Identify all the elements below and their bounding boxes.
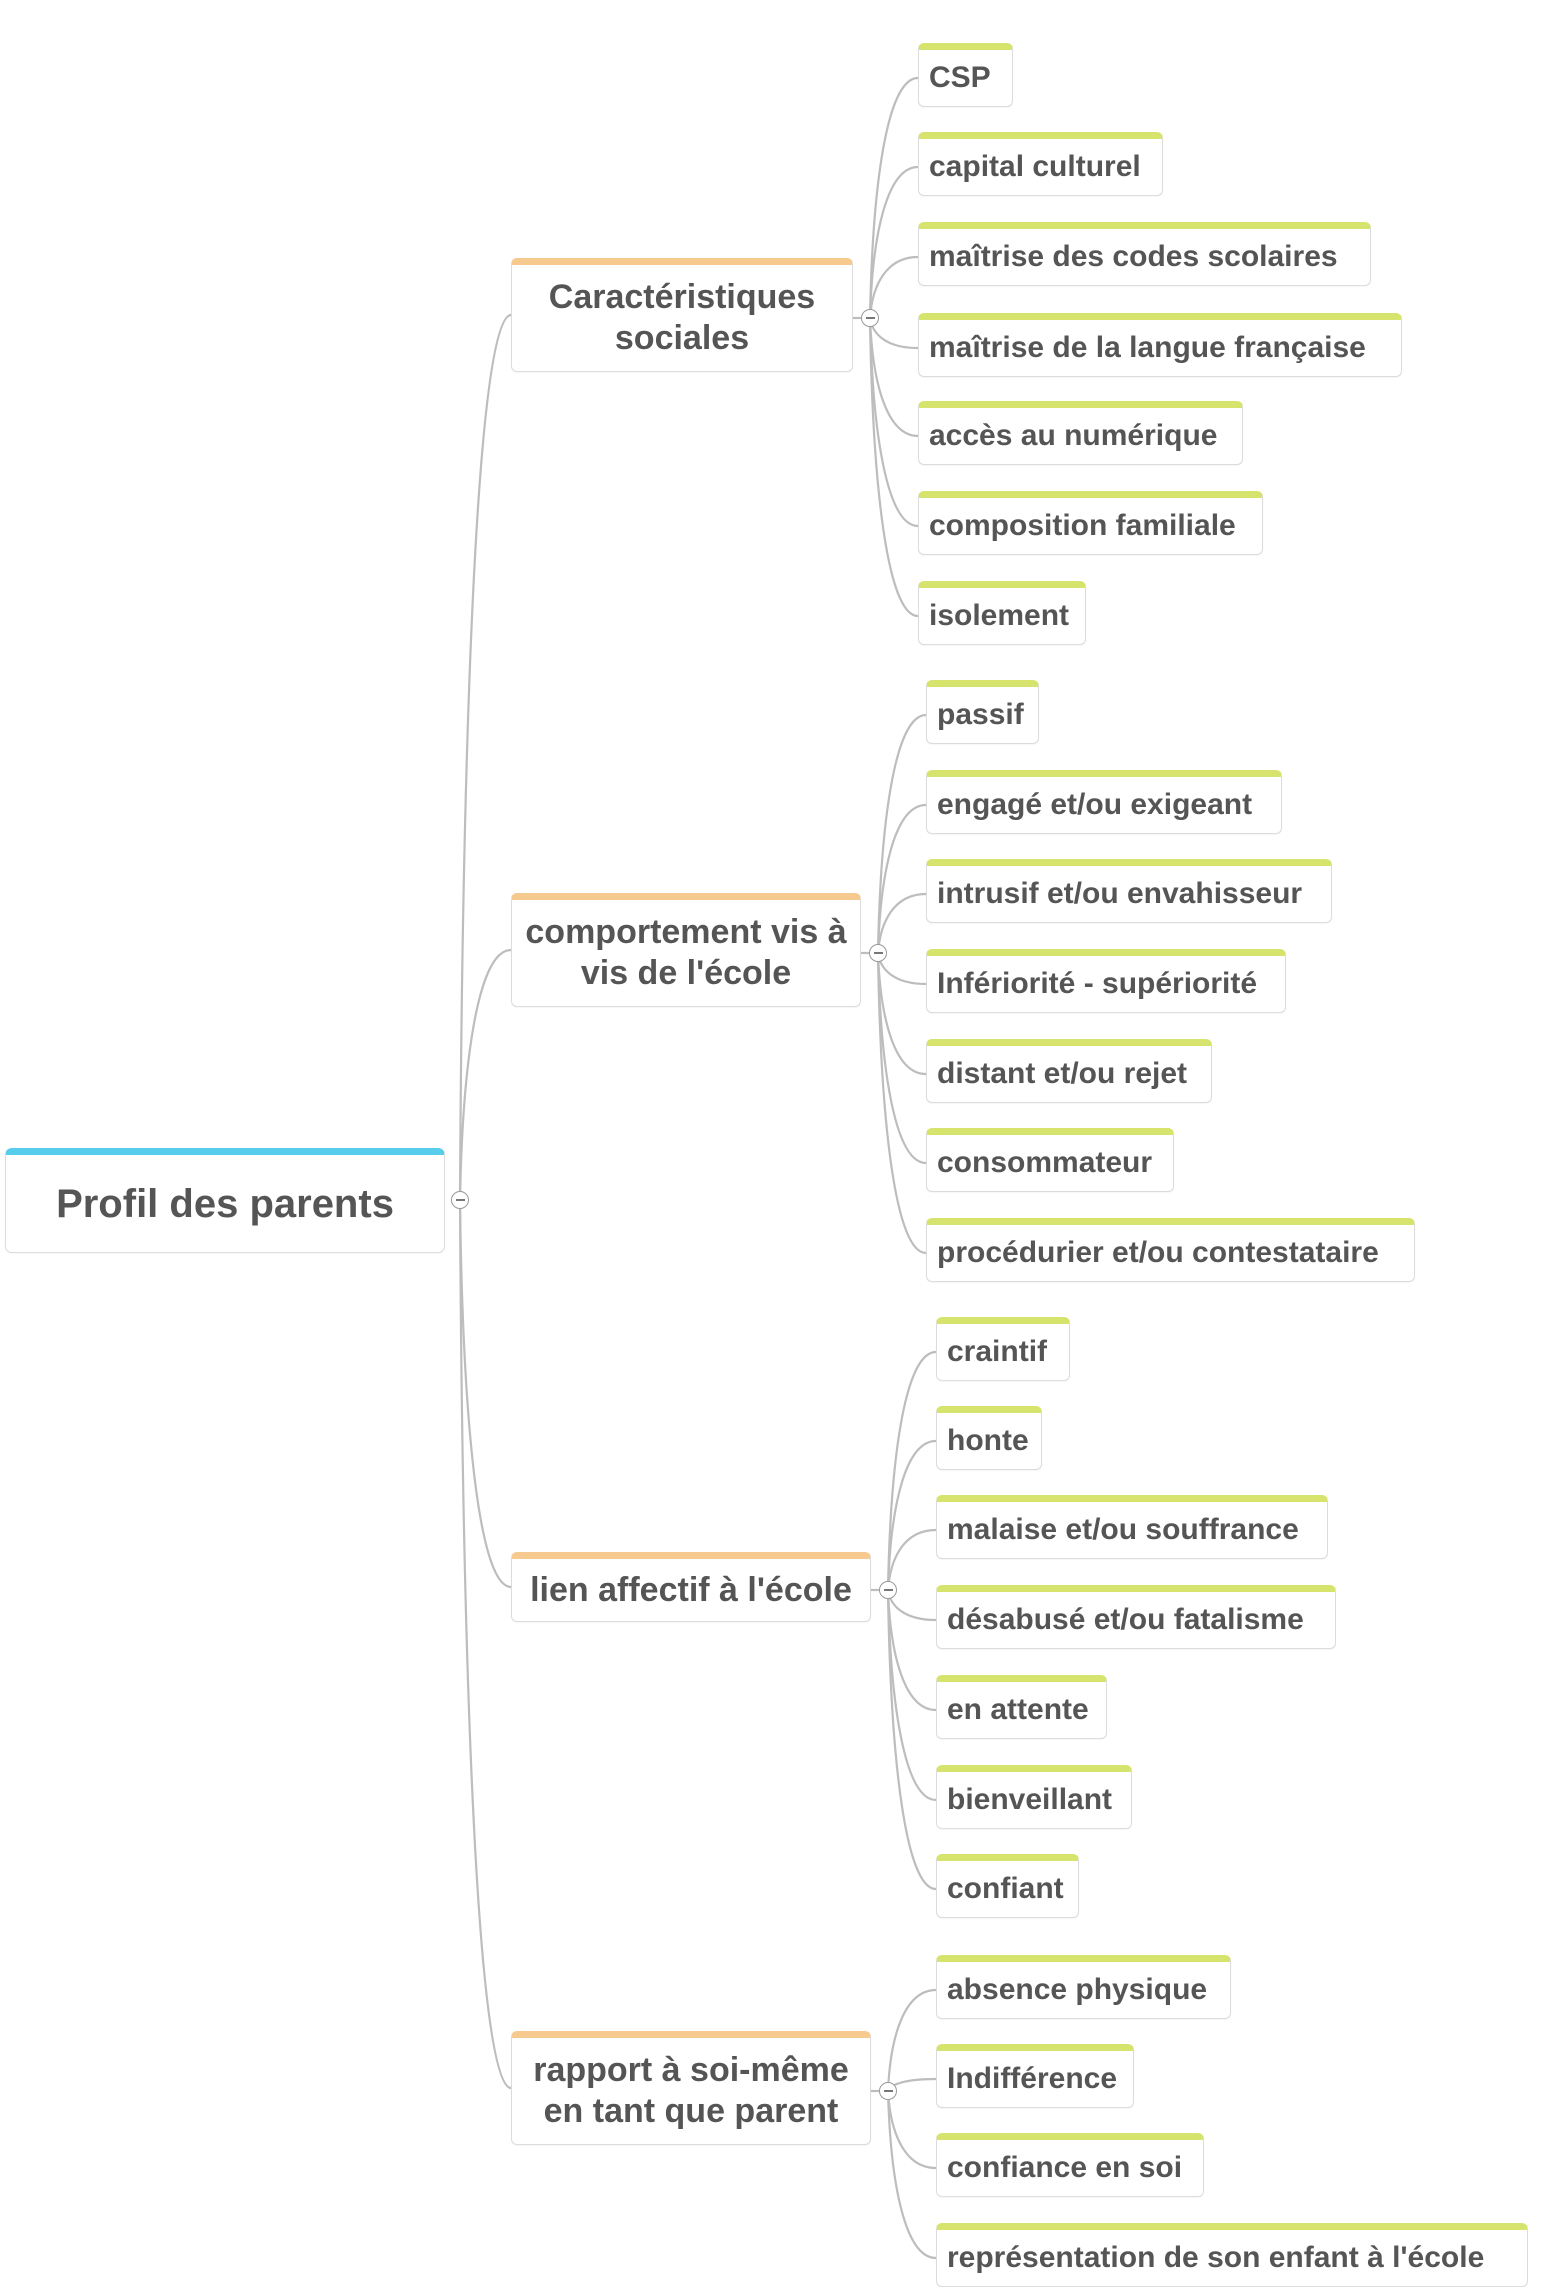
leaf-topic[interactable]: Indifférence <box>936 2044 1134 2108</box>
leaf-topic[interactable]: craintif <box>936 1317 1070 1381</box>
branch-leaf-connector <box>888 2091 936 2258</box>
branch-collapse-icon[interactable] <box>879 2082 897 2100</box>
branch-leaf-connector <box>870 167 918 318</box>
root-branch-connector <box>460 950 511 1200</box>
leaf-topic[interactable]: honte <box>936 1406 1042 1470</box>
leaf-topic[interactable]: malaise et/ou souffrance <box>936 1495 1328 1559</box>
branch-leaf-connector <box>888 1990 936 2091</box>
branch-topic[interactable]: comportement vis à vis de l'école <box>511 893 861 1007</box>
branch-leaf-connector <box>878 715 926 953</box>
branch-leaf-connector <box>888 1590 936 1889</box>
root-branch-connector <box>460 1200 511 1587</box>
leaf-topic[interactable]: accès au numérique <box>918 401 1243 465</box>
branch-leaf-connector <box>888 1590 936 1800</box>
branch-collapse-icon[interactable] <box>869 944 887 962</box>
leaf-topic[interactable]: maîtrise des codes scolaires <box>918 222 1371 286</box>
branch-leaf-connector <box>888 1590 936 1710</box>
branch-topic[interactable]: lien affectif à l'école <box>511 1552 871 1622</box>
branch-collapse-icon[interactable] <box>861 309 879 327</box>
leaf-topic[interactable]: confiance en soi <box>936 2133 1204 2197</box>
branch-leaf-connector <box>870 318 918 436</box>
branch-leaf-connector <box>888 1530 936 1590</box>
leaf-topic[interactable]: bienveillant <box>936 1765 1132 1829</box>
branch-leaf-connector <box>870 257 918 318</box>
branch-leaf-connector <box>878 953 926 1163</box>
branch-leaf-connector <box>888 1352 936 1590</box>
branch-leaf-connector <box>888 1441 936 1590</box>
branch-topic[interactable]: Caractéristiques sociales <box>511 258 853 372</box>
leaf-topic[interactable]: absence physique <box>936 1955 1231 2019</box>
leaf-topic[interactable]: maîtrise de la langue française <box>918 313 1402 377</box>
root-topic[interactable]: Profil des parents <box>5 1148 445 1253</box>
leaf-topic[interactable]: confiant <box>936 1854 1079 1918</box>
leaf-topic[interactable]: engagé et/ou exigeant <box>926 770 1282 834</box>
leaf-topic[interactable]: distant et/ou rejet <box>926 1039 1212 1103</box>
leaf-topic[interactable]: en attente <box>936 1675 1107 1739</box>
root-collapse-icon[interactable] <box>451 1191 469 1209</box>
leaf-topic[interactable]: consommateur <box>926 1128 1174 1192</box>
branch-leaf-connector <box>878 894 926 953</box>
branch-collapse-icon[interactable] <box>879 1581 897 1599</box>
branch-leaf-connector <box>878 805 926 953</box>
leaf-topic[interactable]: isolement <box>918 581 1086 645</box>
branch-leaf-connector <box>888 2091 936 2168</box>
leaf-topic[interactable]: passif <box>926 680 1039 744</box>
leaf-topic[interactable]: procédurier et/ou contestataire <box>926 1218 1415 1282</box>
leaf-topic[interactable]: Infériorité - supériorité <box>926 949 1286 1013</box>
branch-leaf-connector <box>878 953 926 1074</box>
leaf-topic[interactable]: désabusé et/ou fatalisme <box>936 1585 1336 1649</box>
leaf-topic[interactable]: CSP <box>918 43 1013 107</box>
branch-leaf-connector <box>870 318 918 526</box>
leaf-topic[interactable]: composition familiale <box>918 491 1263 555</box>
leaf-topic[interactable]: capital culturel <box>918 132 1163 196</box>
branch-topic[interactable]: rapport à soi-même en tant que parent <box>511 2031 871 2145</box>
branch-leaf-connector <box>878 953 926 1253</box>
branch-leaf-connector <box>870 318 918 616</box>
root-branch-connector <box>460 315 511 1200</box>
leaf-topic[interactable]: intrusif et/ou envahisseur <box>926 859 1332 923</box>
branch-leaf-connector <box>870 78 918 318</box>
leaf-topic[interactable]: représentation de son enfant à l'école <box>936 2223 1528 2287</box>
root-branch-connector <box>460 1200 511 2088</box>
